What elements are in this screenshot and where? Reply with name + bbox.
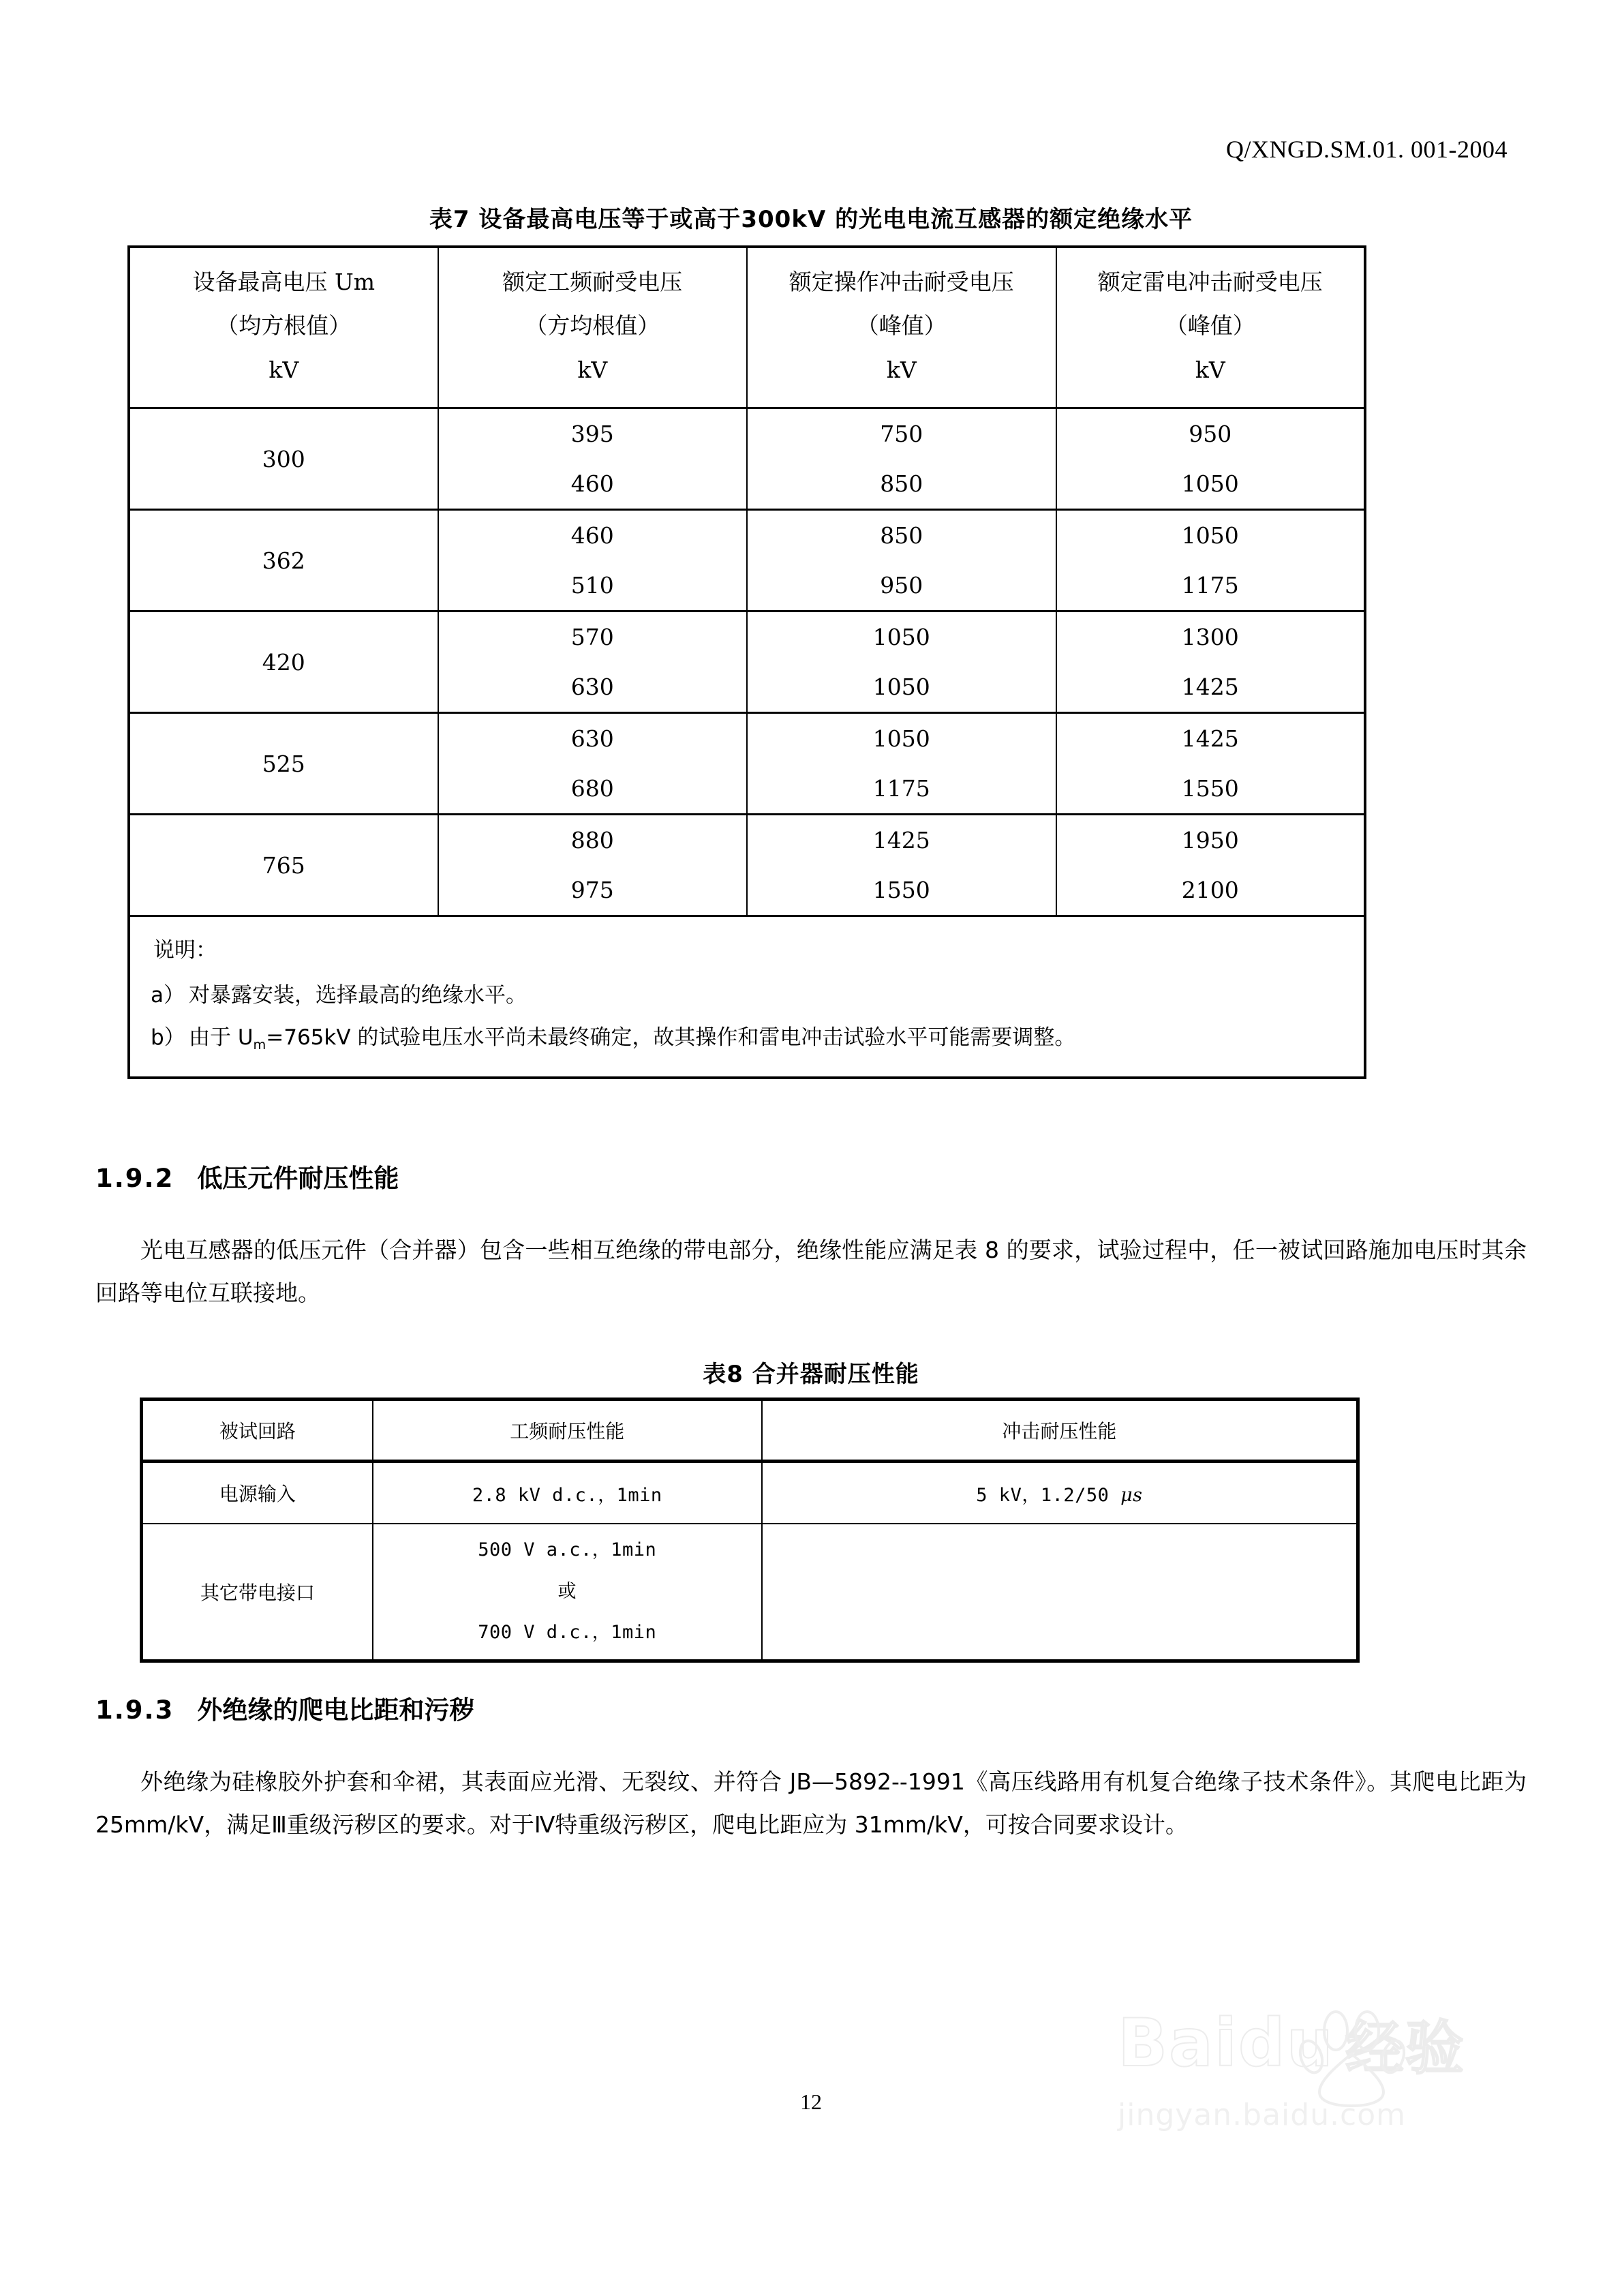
value-top: 570 <box>570 624 614 651</box>
table7-power-freq-values <box>438 815 748 916</box>
note-text-after: =765kV 的试验电压水平尚未最终确定，故其操作和雷电冲击试验水平可能需要调整。 <box>266 1025 1076 1051</box>
section-number: 1.9.2 <box>95 1164 174 1193</box>
table8-circuit-name: 其它带电接口 <box>142 1524 373 1661</box>
note-subscript: m <box>253 1037 266 1053</box>
micro-seconds-unit: μs <box>1120 1484 1143 1506</box>
value-bottom: 950 <box>880 572 923 599</box>
table7-header-power-freq <box>438 247 748 408</box>
table7-notes <box>129 916 1365 1078</box>
table7-switching-values <box>747 408 1056 510</box>
table7-header-um <box>129 247 438 408</box>
table8-header-impulse: 冲击耐压性能 <box>762 1400 1358 1462</box>
table8-caption: 表8 合并器耐压性能 <box>703 1361 919 1388</box>
section-title: 外绝缘的爬电比距和污秽 <box>197 1695 475 1725</box>
table-row <box>129 408 1365 510</box>
notes-title: 说明： <box>153 938 217 963</box>
value-bottom: 1550 <box>872 877 930 904</box>
value-top: 395 <box>570 421 614 448</box>
value-bottom: 975 <box>570 877 614 904</box>
watermark-brand-bai: Bai <box>1118 2005 1238 2081</box>
table7-switching-values <box>747 713 1056 815</box>
section-192-paragraph: 光电互感器的低压元件（合并器）包含一些相互绝缘的带电部分，绝缘性能应满足表 8 的要求，试验过程中，任一被试回路施加电压时其余回路等电位互联接地。 <box>95 1237 1527 1307</box>
table8-impulse-value <box>762 1462 1358 1524</box>
header-line1: 额定工频耐受电压 <box>502 269 683 295</box>
header-line3: kV <box>1195 356 1225 383</box>
header-line2: （峰值） <box>1165 312 1255 339</box>
table7-um-value: 420 <box>129 611 438 713</box>
table7 <box>127 245 1366 1079</box>
value-top: 1050 <box>1181 522 1239 549</box>
value-bottom: 1175 <box>1181 572 1239 599</box>
header-line2: （方均根值） <box>525 312 660 339</box>
header-line1: 额定雷电冲击耐受电压 <box>1097 269 1323 295</box>
value-top: 630 <box>570 725 614 753</box>
watermark-url: jingyan.baidu.com <box>1118 2098 1407 2132</box>
value-top: 1425 <box>1181 725 1239 753</box>
note-item-b <box>153 1016 1343 1059</box>
value-bottom: 510 <box>570 572 614 599</box>
value-top: 1950 <box>1181 827 1239 854</box>
table-row <box>142 1462 1358 1524</box>
document-header-code: Q/XNGD.SM.01. 001-2004 <box>1225 136 1508 163</box>
value-bottom: 460 <box>570 470 614 498</box>
table7-notes-row <box>129 916 1365 1078</box>
table7-lightning-values <box>1056 611 1366 713</box>
table7-lightning-values <box>1056 408 1366 510</box>
table8-impulse-value <box>762 1524 1358 1661</box>
value-top: 850 <box>880 522 923 549</box>
header-line1: 额定操作冲击耐受电压 <box>789 269 1014 295</box>
table7-header-switching <box>747 247 1056 408</box>
table8 <box>140 1398 1360 1663</box>
note-marker: b） <box>151 1025 185 1051</box>
table7-power-freq-values <box>438 408 748 510</box>
table7-switching-values <box>747 510 1056 611</box>
value-line3: 700 V d.c.，1min <box>478 1622 657 1644</box>
table7-um-value: 362 <box>129 510 438 611</box>
table7-header-lightning <box>1056 247 1366 408</box>
table7-lightning-values <box>1056 713 1366 815</box>
value-bottom: 630 <box>570 674 614 701</box>
table7-lightning-values <box>1056 510 1366 611</box>
header-line2: （均方根值） <box>216 312 352 339</box>
table7-um-value: 525 <box>129 713 438 815</box>
value-bottom: 1175 <box>872 775 930 802</box>
table8-container <box>140 1398 1360 1663</box>
table7-caption: 表7 设备最高电压等于或高于300kV 的光电电流互感器的额定绝缘水平 <box>429 206 1193 233</box>
table7-switching-values <box>747 815 1056 916</box>
watermark-brand-cn: 经验 <box>1345 2014 1465 2083</box>
value-top: 1050 <box>872 624 930 651</box>
page-number: 12 <box>800 2089 822 2114</box>
section-heading-192 <box>95 1158 399 1194</box>
section-title: 低压元件耐压性能 <box>197 1164 399 1193</box>
watermark-brand-du: du <box>1238 2005 1334 2081</box>
header-line1: 设备最高电压 Um <box>192 269 376 295</box>
value-top: 750 <box>880 421 923 448</box>
table7-lightning-values <box>1056 815 1366 916</box>
header-line3: kV <box>886 356 917 383</box>
header-line3: kV <box>269 356 299 383</box>
table7-power-freq-values <box>438 510 748 611</box>
header-line2: （峰值） <box>856 312 947 339</box>
table-row <box>129 713 1365 815</box>
table7-container <box>127 245 1366 1079</box>
value-top: 1300 <box>1181 624 1239 651</box>
table7-power-freq-values <box>438 713 748 815</box>
value-top: 1050 <box>872 725 930 753</box>
table7-um-value: 765 <box>129 815 438 916</box>
value-bottom: 1050 <box>1181 470 1239 498</box>
value-bottom: 1425 <box>1181 674 1239 701</box>
table8-header-power-freq: 工频耐压性能 <box>373 1400 762 1462</box>
value-bottom: 1550 <box>1181 775 1239 802</box>
value-top: 1425 <box>872 827 930 854</box>
value-line1: 500 V a.c.，1min <box>478 1539 657 1560</box>
section-number: 1.9.3 <box>95 1695 174 1725</box>
value-top: 880 <box>570 827 614 854</box>
table8-header-circuit: 被试回路 <box>142 1400 373 1462</box>
note-text: 对暴露安装，选择最高的绝缘水平。 <box>189 983 527 1008</box>
value-bottom: 1050 <box>872 674 930 701</box>
note-marker: a） <box>151 983 185 1008</box>
table7-um-value: 300 <box>129 408 438 510</box>
watermark-logo <box>1118 2001 1567 2085</box>
value-top: 460 <box>570 522 614 549</box>
table8-header-row <box>142 1400 1358 1462</box>
table-row <box>129 815 1365 916</box>
value-top: 950 <box>1189 421 1232 448</box>
table-row <box>129 510 1365 611</box>
table7-switching-values <box>747 611 1056 713</box>
section-heading-193 <box>95 1689 474 1726</box>
table8-circuit-name: 电源输入 <box>142 1462 373 1524</box>
table8-power-freq-value <box>373 1524 762 1661</box>
table7-power-freq-values <box>438 611 748 713</box>
impulse-text: 5 kV，1.2/50 <box>976 1484 1121 1506</box>
note-item-a <box>153 974 1343 1016</box>
table-row <box>142 1524 1358 1661</box>
table7-header-row <box>129 247 1365 408</box>
value-bottom: 680 <box>570 775 614 802</box>
table-row <box>129 611 1365 713</box>
value-bottom: 2100 <box>1181 877 1239 904</box>
note-text-before: 由于 U <box>189 1025 254 1051</box>
section-193-paragraph: 外绝缘为硅橡胶外护套和伞裙，其表面应光滑、无裂纹、并符合 JB—5892--1991《高压线路用有机复合绝缘子技术条件》。其爬电比距为 25mm/kV，满足Ⅲ重级污秽区的要求。对于Ⅳ特重级污秽区，爬电比距应为 31mm/kV，可按合同要求设计。 <box>95 1768 1527 1839</box>
value-bottom: 850 <box>880 470 923 498</box>
value-line2: 或 <box>557 1580 577 1602</box>
header-line3: kV <box>577 356 608 383</box>
table8-power-freq-value: 2.8 kV d.c.，1min <box>373 1462 762 1524</box>
